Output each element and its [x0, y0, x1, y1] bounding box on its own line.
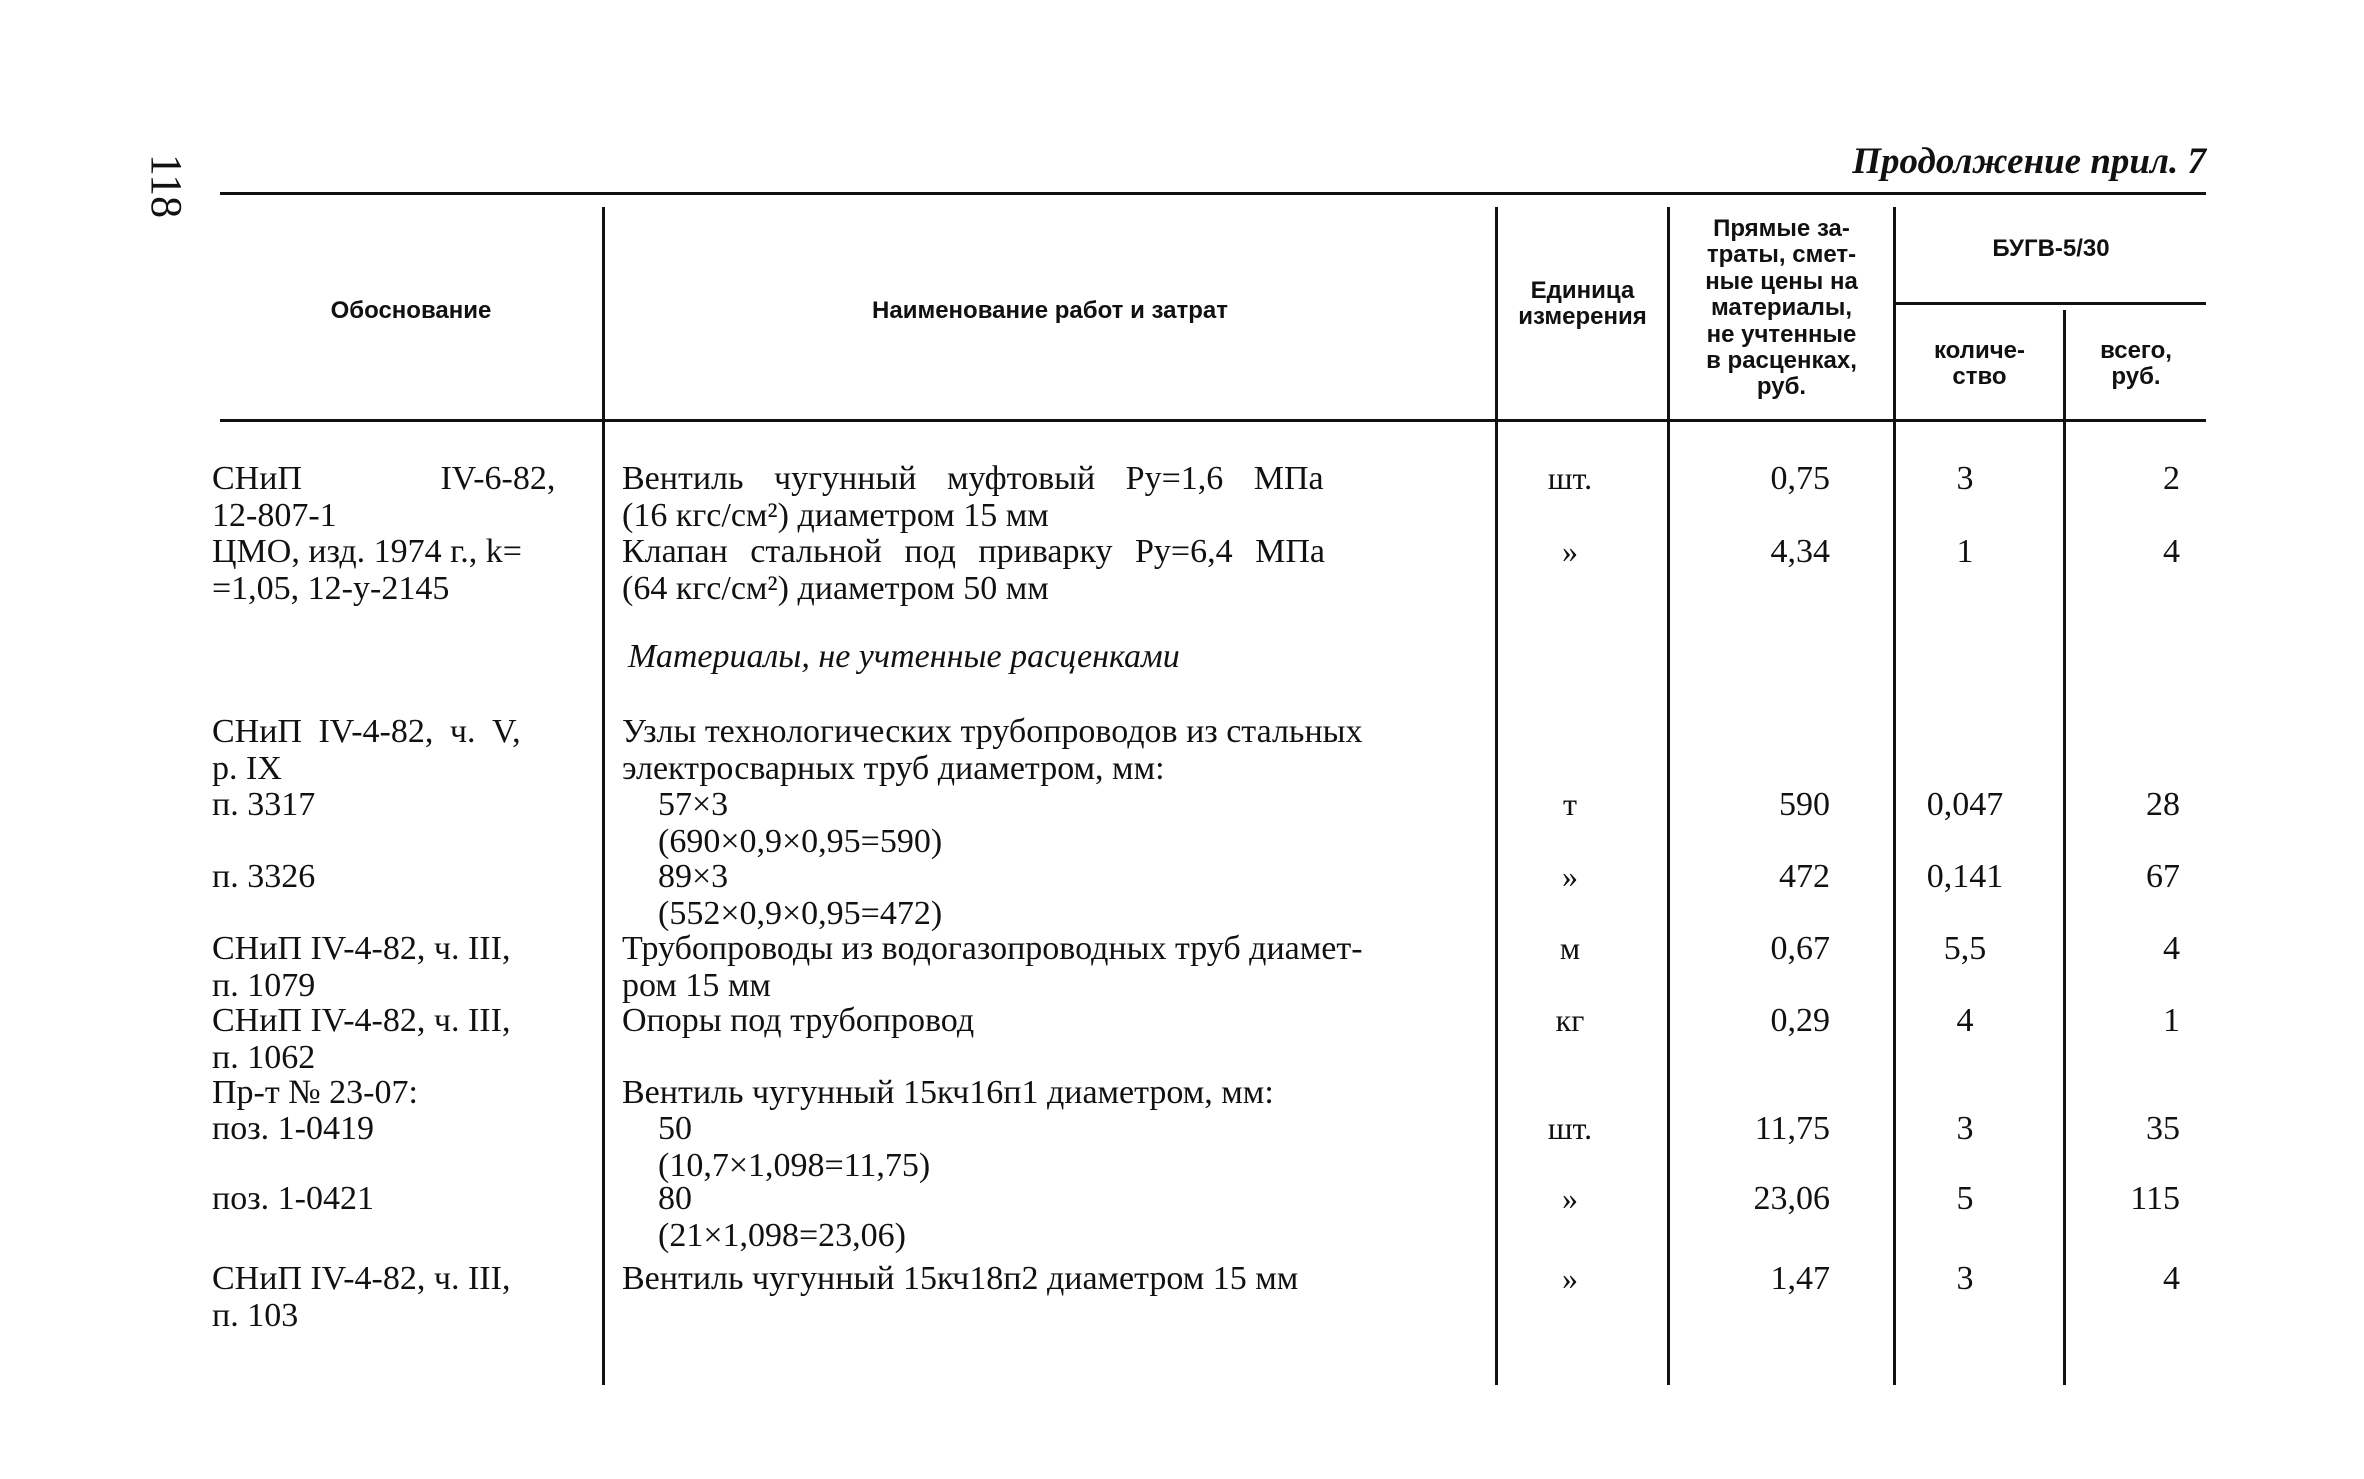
- unit-cell: м: [1559, 930, 1581, 966]
- page-number: 118: [142, 153, 191, 219]
- group-header-rule: [1895, 302, 2206, 305]
- price-cell: 0,29: [1770, 1002, 1830, 1039]
- header-price: Прямые за- траты, смет- ные цены на материалы, не учтенные в расценках, руб.: [1705, 215, 1858, 401]
- total-cell: 4: [2163, 533, 2180, 570]
- total-cell: 1: [2163, 1002, 2180, 1039]
- quantity-cell: 3: [1956, 1260, 1974, 1297]
- basis-cell: ЦМО, изд. 1974 г., k= =1,05, 12-у-2145: [212, 533, 522, 607]
- header-unit: Единица измерения: [1518, 277, 1647, 331]
- table-caption: Продолжение прил. 7: [1852, 141, 2206, 182]
- basis-cell: Пр-т № 23-07:: [212, 1074, 418, 1111]
- unit-cell: »: [1562, 1260, 1578, 1296]
- header-quantity: количе- ство: [1933, 337, 2026, 391]
- total-cell: 35: [2146, 1110, 2180, 1147]
- unit-cell: шт.: [1547, 460, 1593, 496]
- column-divider: [602, 207, 605, 1385]
- unit-cell: кг: [1555, 1002, 1585, 1038]
- price-cell: 11,75: [1754, 1110, 1830, 1147]
- basis-cell: п. 3326: [212, 858, 316, 895]
- name-cell: Трубопроводы из водогазопроводных труб диамет- ром 15 мм: [622, 930, 1363, 1004]
- header-group: БУГВ-5/30: [1992, 235, 2110, 262]
- unit-cell: »: [1562, 1180, 1578, 1216]
- basis-cell: СНиП IV-4-82, ч. III, п. 103: [212, 1260, 511, 1334]
- price-cell: 1,47: [1770, 1260, 1830, 1297]
- header-total: всего, руб.: [2100, 337, 2172, 391]
- name-cell: 89×3 (552×0,9×0,95=472): [658, 858, 943, 932]
- quantity-cell: 0,047: [1926, 786, 2004, 823]
- table-top-rule: [220, 192, 2206, 195]
- price-cell: 590: [1779, 786, 1830, 823]
- unit-cell: шт.: [1547, 1110, 1593, 1146]
- total-cell: 115: [2130, 1180, 2180, 1217]
- name-cell: 80 (21×1,098=23,06): [658, 1180, 906, 1254]
- header-name: Наименование работ и затрат: [872, 297, 1228, 324]
- total-cell: 67: [2146, 858, 2180, 895]
- unit-cell: т: [1563, 786, 1577, 822]
- total-cell: 28: [2146, 786, 2180, 823]
- quantity-cell: 5,5: [1943, 930, 1987, 967]
- basis-cell: поз. 1-0421: [212, 1180, 374, 1217]
- name-cell: Вентиль чугунный муфтовый Pу=1,6 МПа (16 кгс/см²) диаметром 15 мм: [622, 460, 1324, 534]
- quantity-cell: 4: [1956, 1002, 1974, 1039]
- name-cell: Вентиль чугунный 15кч16п1 диаметром, мм:: [622, 1074, 1274, 1111]
- name-cell: Вентиль чугунный 15кч18п2 диаметром 15 мм: [622, 1260, 1299, 1297]
- quantity-cell: 5: [1956, 1180, 1974, 1217]
- name-cell: Клапан стальной под приварку Pу=6,4 МПа (64 кгс/см²) диаметром 50 мм: [622, 533, 1325, 607]
- price-cell: 0,67: [1770, 930, 1830, 967]
- name-cell: 57×3 (690×0,9×0,95=590): [658, 786, 943, 860]
- total-cell: 4: [2163, 1260, 2180, 1297]
- basis-cell: СНиП IV-4-82, ч. V, р. IX: [212, 713, 521, 787]
- unit-cell: »: [1562, 533, 1578, 569]
- column-divider: [2063, 310, 2066, 1385]
- basis-cell: СНиП IV-4-82, ч. III, п. 1062: [212, 1002, 511, 1076]
- name-cell: Узлы технологических трубопроводов из стальных электросварных труб диаметром, мм:: [622, 713, 1363, 787]
- basis-cell: поз. 1-0419: [212, 1110, 374, 1147]
- section-title: Материалы, не учтенные расценками: [628, 638, 1180, 675]
- total-cell: 4: [2163, 930, 2180, 967]
- quantity-cell: 0,141: [1926, 858, 2004, 895]
- unit-cell: »: [1562, 858, 1578, 894]
- basis-cell: п. 3317: [212, 786, 316, 823]
- header-basis: Обоснование: [330, 297, 492, 324]
- total-cell: 2: [2163, 460, 2180, 497]
- basis-cell: СНиП IV-6-82, 12-807-1: [212, 460, 556, 534]
- name-cell: Опоры под трубопровод: [622, 1002, 975, 1039]
- name-cell: 50 (10,7×1,098=11,75): [658, 1110, 931, 1184]
- quantity-cell: 3: [1956, 460, 1974, 497]
- quantity-cell: 3: [1956, 1110, 1974, 1147]
- basis-cell: СНиП IV-4-82, ч. III, п. 1079: [212, 930, 511, 1004]
- header-bottom-rule: [220, 419, 2206, 422]
- price-cell: 4,34: [1770, 533, 1830, 570]
- price-cell: 0,75: [1770, 460, 1830, 497]
- price-cell: 23,06: [1753, 1180, 1830, 1217]
- price-cell: 472: [1779, 858, 1830, 895]
- quantity-cell: 1: [1956, 533, 1974, 570]
